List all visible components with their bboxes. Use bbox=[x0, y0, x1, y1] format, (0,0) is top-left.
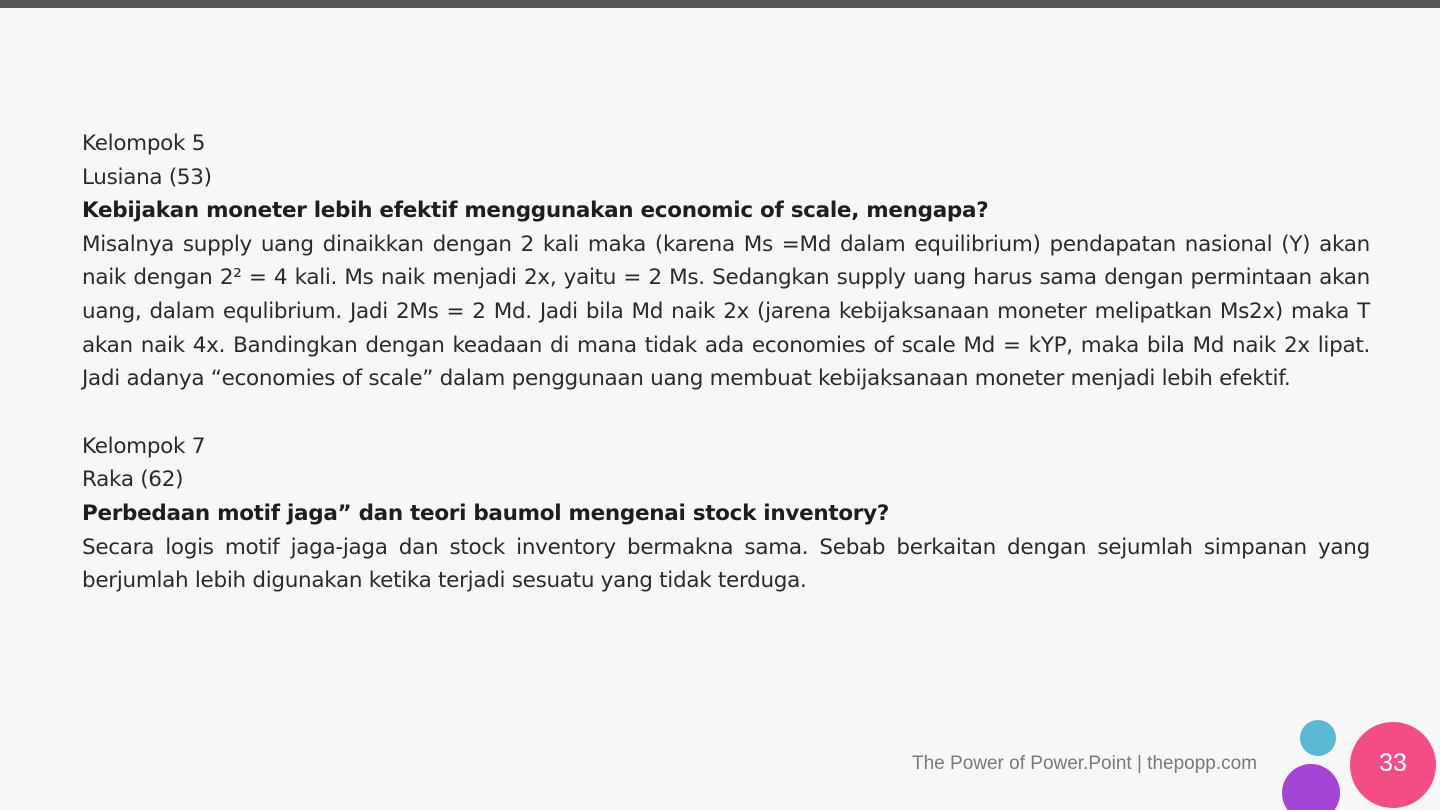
question-text: Kebijakan moneter lebih efektif menggunakan economic of scale, mengapa? bbox=[82, 198, 989, 224]
slide-content bbox=[82, 127, 1370, 598]
decorative-blue-dot bbox=[1300, 720, 1336, 756]
qa-block-kelompok-7 bbox=[82, 430, 1370, 598]
presenter-label: Lusiana (53) bbox=[82, 164, 212, 190]
qa-block-kelompok-5 bbox=[82, 127, 1370, 396]
footer-credit: The Power of Power.Point | thepopp.com bbox=[912, 753, 1258, 774]
answer-text: Secara logis motif jaga-jaga dan stock inventory bermakna sama. Sebab berkaitan dengan sejumlah simpanan yang berjumlah lebih digunakan ketika terjadi sesuatu yang tidak terduga. bbox=[82, 534, 1370, 594]
decorative-purple-dot bbox=[1282, 764, 1340, 810]
page-number: 33 bbox=[1379, 749, 1407, 777]
answer-text: Misalnya supply uang dinaikkan dengan 2 kali maka (karena Ms =Md dalam equilibrium) pendapatan nasional (Y) akan naik dengan 2² = 4 kali. Ms naik menjadi 2x, yaitu = 2 Ms. Sedangkan supply uang harus sama dengan permintaan akan uang, dalam equlibrium. Jadi 2Ms = 2 Md. Jadi bila Md naik 2x (jarena kebijaksanaan moneter melipatkan Ms2x) maka T akan naik 4x. Bandingkan dengan keadaan di mana tidak ada economies of scale Md = kYP, maka bila Md naik 2x lipat. Jadi adanya “economies of scale” dalam penggunaan uang membuat kebijaksanaan moneter menjadi lebih efektif. bbox=[82, 231, 1370, 392]
question-text: Perbedaan motif jaga” dan teori baumol mengenai stock inventory? bbox=[82, 500, 889, 526]
presenter-label: Raka (62) bbox=[82, 467, 184, 493]
group-label: Kelompok 7 bbox=[82, 433, 206, 459]
group-label: Kelompok 5 bbox=[82, 131, 206, 156]
page-number-badge bbox=[1350, 722, 1436, 808]
top-bar bbox=[0, 0, 1440, 8]
